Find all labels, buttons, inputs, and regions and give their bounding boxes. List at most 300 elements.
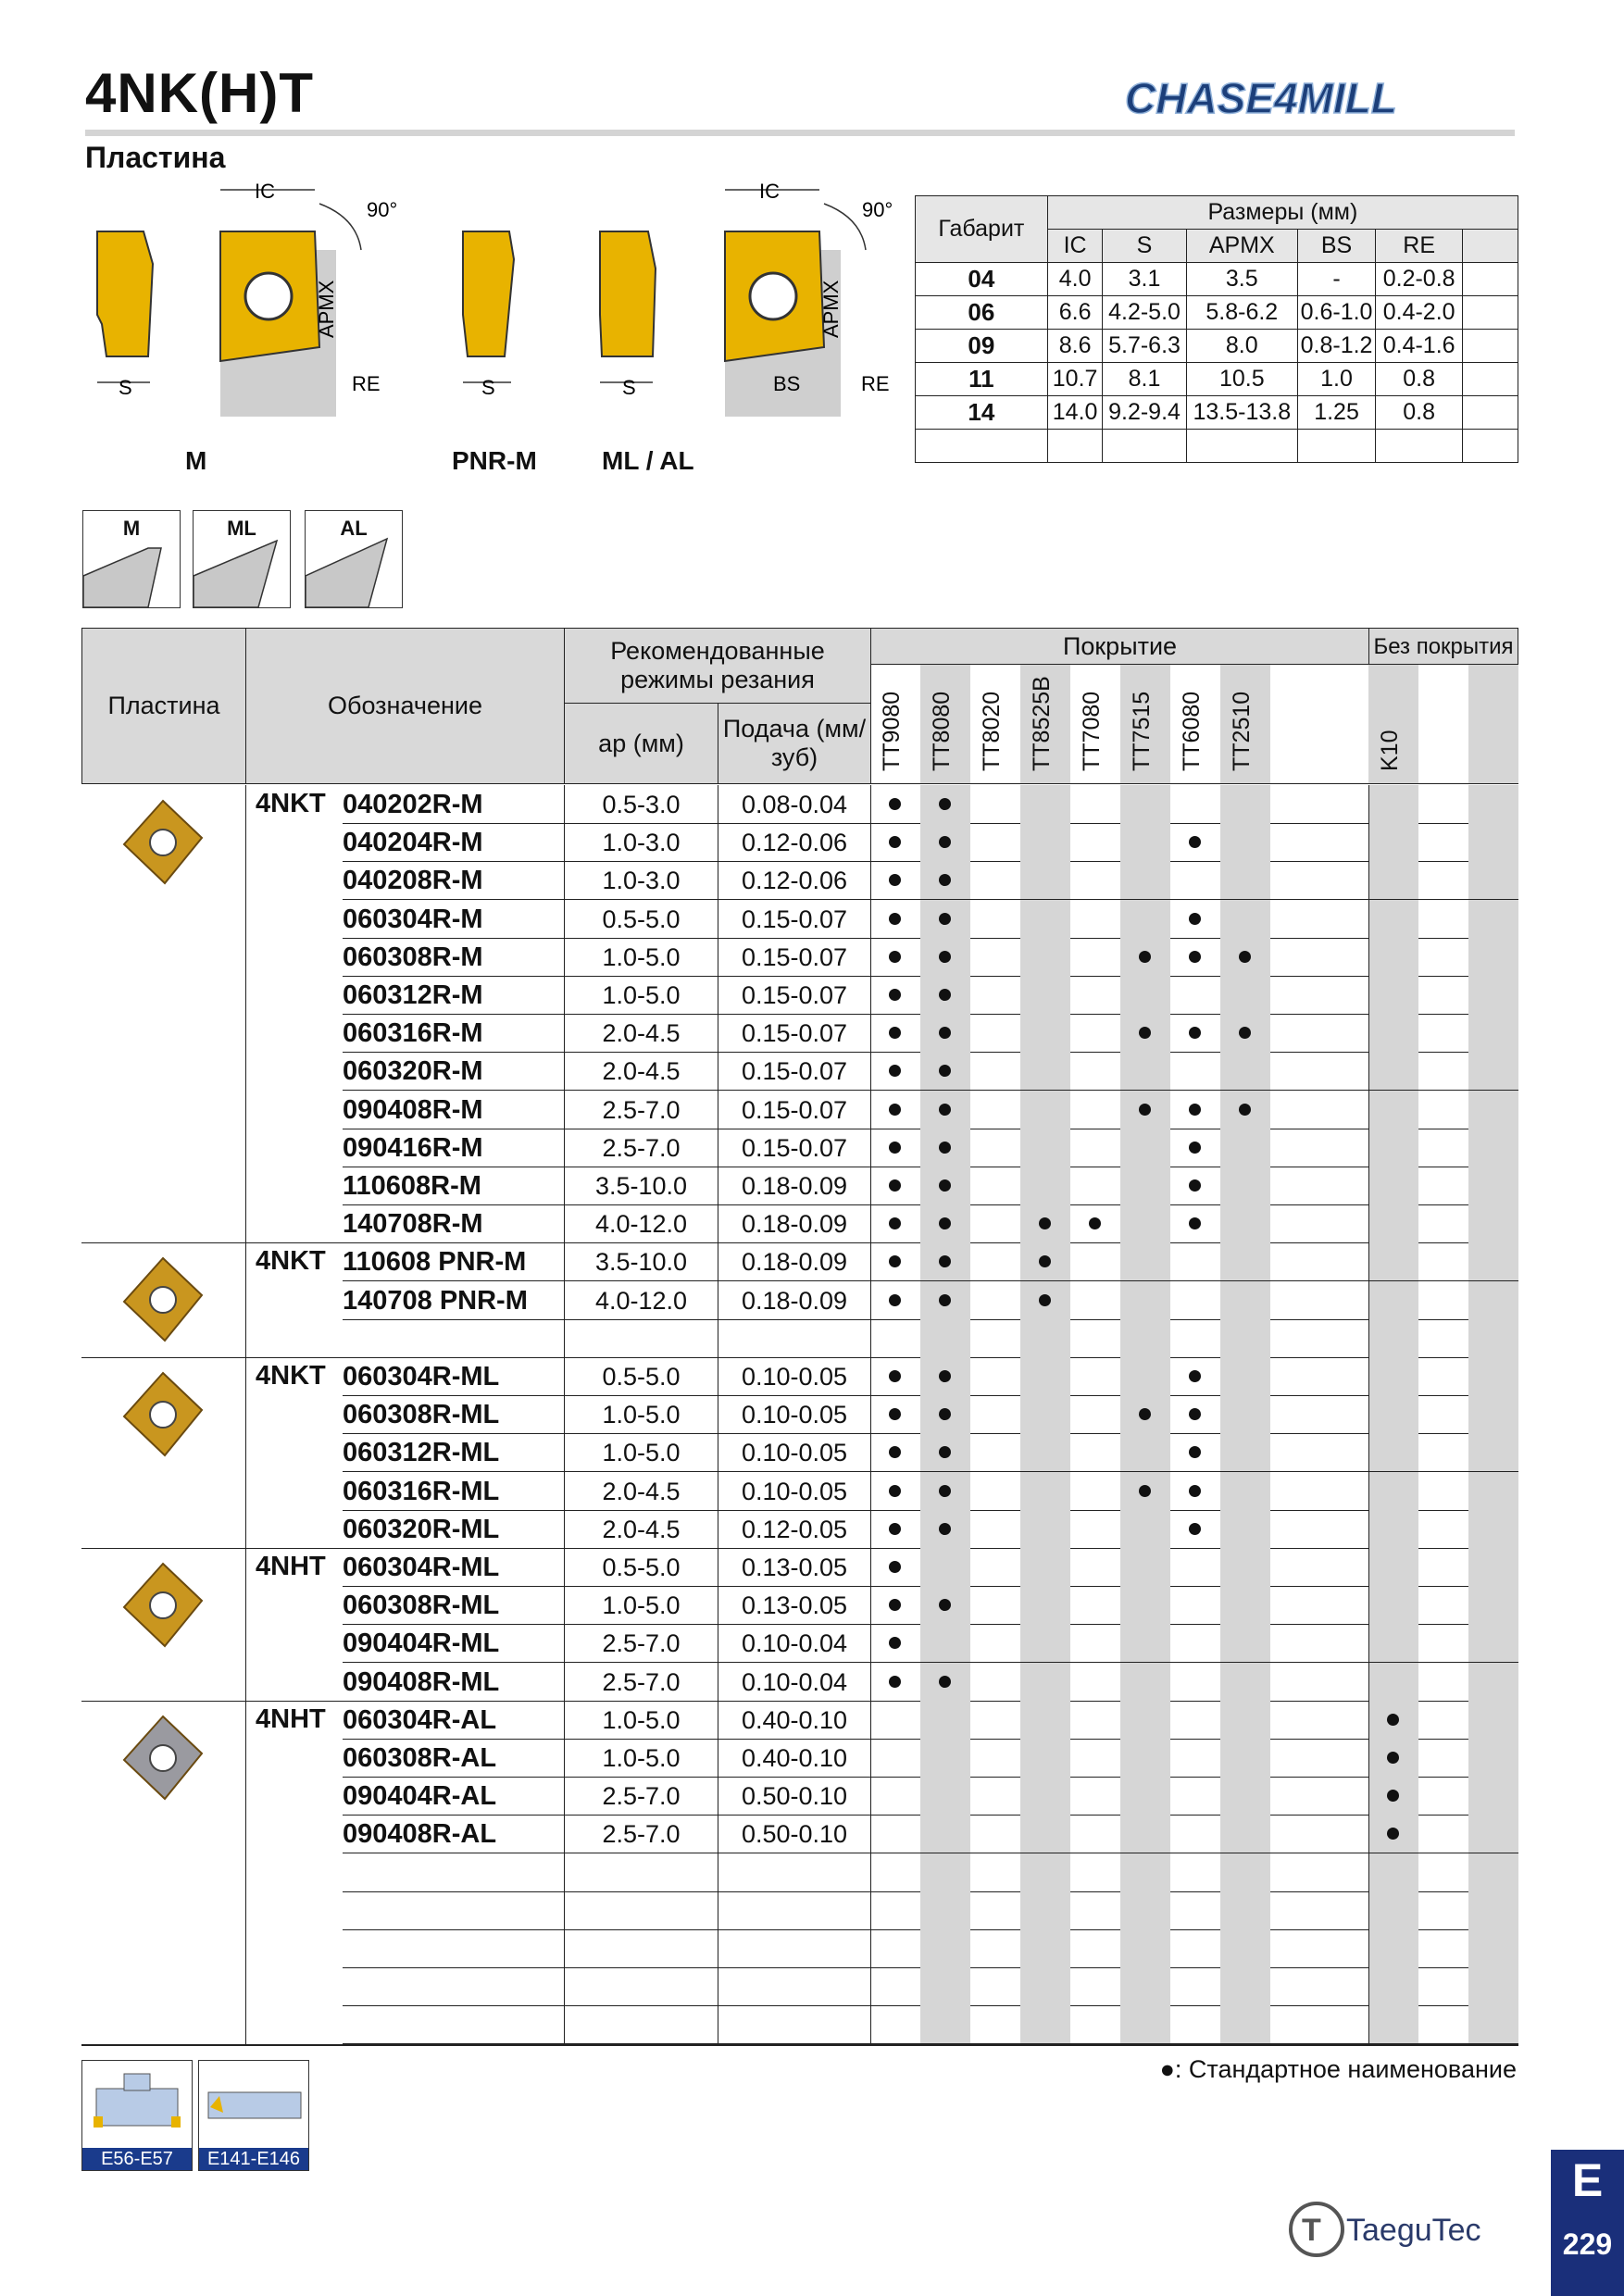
- designation: 060304R-AL: [343, 1704, 497, 1735]
- dims-col-apmx: APMX: [1186, 230, 1297, 263]
- designation: 060308R-AL: [343, 1743, 497, 1773]
- designation: 040204R-M: [343, 828, 483, 858]
- dims-value: 0.2-0.8: [1376, 263, 1463, 296]
- dims-value: 0.4-2.0: [1376, 296, 1463, 330]
- grade-stripe: [920, 1891, 970, 1929]
- table-row: [81, 1204, 1518, 1242]
- grade-stripe: [1020, 938, 1070, 976]
- grade-stripe: [1120, 1967, 1170, 2005]
- series-prefix: 4NKT: [256, 1246, 326, 1277]
- dims-row: [916, 263, 1518, 296]
- grade-stripe: [1368, 1624, 1418, 1662]
- availability-dot: [1189, 1179, 1201, 1192]
- feed-value: [718, 2005, 871, 2043]
- grade-stripe: [1220, 1204, 1270, 1242]
- table-row: [81, 900, 1518, 938]
- availability-dot: [889, 836, 901, 848]
- ap-value: 4.0-12.0: [594, 1210, 688, 1239]
- grade-stripe: [1468, 900, 1518, 938]
- grade-stripe: [1020, 1510, 1070, 1548]
- table-row: [81, 1091, 1518, 1129]
- table-row: [81, 1319, 1518, 1357]
- dims-size: 06: [916, 296, 1048, 330]
- feed-value: 0.15-0.07: [741, 1133, 848, 1162]
- grade-label: K10: [1377, 730, 1403, 771]
- grade-stripe: [1120, 1777, 1170, 1815]
- grade-stripe: [1220, 1853, 1270, 1891]
- grade-stripe: [1468, 2005, 1518, 2043]
- availability-dot: [1139, 951, 1151, 963]
- availability-dot: [889, 1485, 901, 1497]
- grade-stripe: [1120, 1853, 1170, 1891]
- dims-row: [916, 363, 1518, 396]
- grade-stripe: [1220, 1548, 1270, 1586]
- grade-stripe: [1468, 1815, 1518, 1853]
- ref-box-1[interactable]: [81, 2060, 193, 2171]
- feed-value: 0.50-0.10: [741, 1820, 848, 1849]
- dim-angle-2: 90°: [862, 198, 893, 221]
- grade-stripe: [1120, 1586, 1170, 1624]
- feed-value: 0.10-0.05: [741, 1477, 848, 1505]
- dims-row-empty: [916, 430, 1518, 463]
- ap-value: 2.0-4.5: [602, 1019, 681, 1048]
- availability-dot: [1189, 1485, 1201, 1497]
- grade-stripe: [1120, 1129, 1170, 1167]
- column-divider: [564, 785, 565, 2044]
- dim-s-3: S: [622, 376, 636, 399]
- grade-stripe: [1368, 1242, 1418, 1280]
- ap-value: [564, 1929, 718, 1967]
- grade-stripe: [920, 1701, 970, 1739]
- grade-label: TT9080: [879, 691, 905, 771]
- grade-label: TT2510: [1229, 691, 1255, 771]
- designation: 060308R-ML: [343, 1400, 500, 1430]
- grade-stripe: [1468, 1204, 1518, 1242]
- dim-apmx-2: APMX: [819, 280, 843, 338]
- grade-stripe: [1020, 1929, 1070, 1967]
- grade-stripe: [1368, 1853, 1418, 1891]
- grade-stripe: [1020, 1472, 1070, 1510]
- grade-stripe: [1468, 1777, 1518, 1815]
- grade-stripe: [1220, 1701, 1270, 1739]
- ap-value: 2.5-7.0: [602, 1782, 681, 1811]
- brand-text: CHASE4MILL: [1125, 74, 1397, 122]
- grade-stripe: [1468, 1395, 1518, 1433]
- availability-dot: [1387, 1714, 1399, 1726]
- feed-value: [718, 1967, 871, 2005]
- designation: 090404R-AL: [343, 1781, 497, 1812]
- page-title: 4NK(H)T: [85, 62, 314, 124]
- dims-size: 11: [916, 363, 1048, 396]
- dims-value: 10.5: [1186, 363, 1297, 396]
- grade-stripe: [1220, 2005, 1270, 2043]
- grade-stripe: [1468, 1624, 1518, 1662]
- grade-label: TT7080: [1079, 691, 1105, 771]
- feed-value: 0.15-0.07: [741, 1019, 848, 1048]
- grade-stripe: [1220, 861, 1270, 899]
- designation: 040208R-M: [343, 866, 483, 896]
- dims-col-bs: BS: [1298, 230, 1376, 263]
- dims-blank: [1463, 296, 1518, 330]
- grade-stripe: [1220, 1929, 1270, 1967]
- feed-value: 0.50-0.10: [741, 1782, 848, 1811]
- svg-text:T: T: [1302, 2213, 1321, 2248]
- drawing-label-m: M: [185, 446, 207, 475]
- table-row: [81, 1129, 1518, 1167]
- availability-dot: [1189, 1217, 1201, 1229]
- grade-stripe: [1220, 1624, 1270, 1662]
- grade-stripe: [1020, 823, 1070, 861]
- grade-stripe: [1368, 1091, 1418, 1129]
- ref-label-1: E56-E57: [82, 2148, 192, 2170]
- header-ap: ap (мм): [564, 703, 718, 784]
- grade-stripe: [1020, 861, 1070, 899]
- grade-stripe: [1368, 938, 1418, 976]
- grade-stripe: [1020, 1167, 1070, 1204]
- availability-dot: [889, 874, 901, 886]
- dims-col-blank: [1463, 230, 1518, 263]
- availability-dot: [1189, 913, 1201, 925]
- feed-value: 0.18-0.09: [741, 1248, 848, 1277]
- page-number: 229: [1562, 2227, 1613, 2261]
- designation: 060312R-M: [343, 980, 483, 1010]
- grade-stripe: [920, 1967, 970, 2005]
- grade-stripe: [1020, 1891, 1070, 1929]
- dims-value: 6.6: [1047, 296, 1103, 330]
- availability-dot: [889, 1676, 901, 1688]
- feed-value: 0.13-0.05: [741, 1554, 848, 1581]
- grade-stripe: [1220, 1739, 1270, 1777]
- grade-stripe: [1368, 1319, 1418, 1357]
- dims-value: 0.8-1.2: [1298, 330, 1376, 363]
- feed-value: [718, 1319, 871, 1357]
- grade-stripe: [1020, 1052, 1070, 1090]
- grade-stripe: [1468, 823, 1518, 861]
- dims-blank: [1463, 263, 1518, 296]
- grade-stripe: [1468, 1167, 1518, 1204]
- grade-stripe: [1368, 1663, 1418, 1701]
- availability-dot: [889, 951, 901, 963]
- grade-stripe: [1468, 1129, 1518, 1167]
- grade-stripe: [1220, 823, 1270, 861]
- grade-stripe: [1120, 861, 1170, 899]
- grade-stripe: [1120, 1548, 1170, 1586]
- feed-value: 0.12-0.06: [741, 829, 848, 857]
- table-row: [81, 1815, 1518, 1853]
- grade-stripe: [1220, 1777, 1270, 1815]
- feed-value: 0.15-0.07: [741, 942, 848, 971]
- dims-value: 13.5-13.8: [1186, 396, 1297, 430]
- ap-value: 2.5-7.0: [602, 1095, 681, 1124]
- table-row: [81, 1433, 1518, 1471]
- grade-stripe: [1220, 1052, 1270, 1090]
- availability-dot: [889, 1446, 901, 1458]
- grade-stripe: [1120, 2005, 1170, 2043]
- chipbreaker-ml: [193, 510, 291, 608]
- availability-dot: [889, 1637, 901, 1649]
- grade-stripe: [1368, 1472, 1418, 1510]
- availability-dot: [1189, 1027, 1201, 1039]
- table-row: [81, 976, 1518, 1014]
- grade-stripe: [1220, 1586, 1270, 1624]
- grade-stripe: [1468, 1967, 1518, 2005]
- designation: 040202R-M: [343, 790, 483, 819]
- dim-bs: BS: [773, 372, 801, 395]
- availability-dot: [889, 913, 901, 925]
- availability-dot: [939, 1179, 951, 1192]
- grade-stripe: [1220, 1967, 1270, 2005]
- availability-dot: [939, 1294, 951, 1306]
- feed-value: 0.15-0.07: [741, 1057, 848, 1086]
- feed-value: [718, 1891, 871, 1929]
- table-row: [81, 1739, 1518, 1777]
- column-divider: [1368, 785, 1369, 2044]
- grade-stripe: [1120, 1663, 1170, 1701]
- grade-stripe: [1020, 1739, 1070, 1777]
- grade-stripe: [1368, 1129, 1418, 1167]
- table-row: [81, 1395, 1518, 1433]
- feed-value: 0.40-0.10: [741, 1705, 848, 1734]
- dims-blank: [1186, 430, 1297, 463]
- grade-stripe: [1468, 1014, 1518, 1052]
- header-uncoated: Без покрытия: [1368, 628, 1518, 665]
- availability-dot: [1189, 836, 1201, 848]
- dims-col-ic: IC: [1047, 230, 1103, 263]
- designation: 060320R-M: [343, 1056, 483, 1087]
- insert-drawings: [83, 176, 907, 481]
- ap-value: 1.0-5.0: [602, 981, 681, 1009]
- grade-stripe: [1220, 1815, 1270, 1853]
- ap-value: 1.0-3.0: [602, 829, 681, 857]
- ref-box-2[interactable]: [198, 2060, 309, 2171]
- table-row: [81, 1663, 1518, 1701]
- grade-stripe: [1468, 665, 1518, 783]
- ap-value: [564, 1891, 718, 1929]
- dims-value: 0.8: [1376, 396, 1463, 430]
- insert-photo-icon: [117, 1368, 209, 1461]
- page-subtitle: Пластина: [85, 141, 226, 174]
- dim-s-2: S: [481, 376, 495, 399]
- availability-dot: [1189, 1408, 1201, 1420]
- ap-value: 1.0-5.0: [602, 1705, 681, 1734]
- ap-value: [564, 1319, 718, 1357]
- ap-value: 2.5-7.0: [602, 1667, 681, 1696]
- availability-dot: [889, 1217, 901, 1229]
- grade-stripe: [1468, 1472, 1518, 1510]
- grade-stripe: [1220, 1129, 1270, 1167]
- availability-dot: [939, 1676, 951, 1688]
- ap-value: [564, 2005, 718, 2043]
- grade-stripe: [1120, 1357, 1170, 1395]
- legend-standard: ●: Стандартное наименование: [1159, 2055, 1517, 2083]
- availability-dot: [939, 1523, 951, 1535]
- table-row: [81, 1052, 1518, 1090]
- ap-value: 1.0-5.0: [602, 942, 681, 971]
- dims-group-header: Размеры (мм): [1047, 196, 1518, 230]
- insert-photo-icon: [117, 1254, 209, 1346]
- availability-dot: [1189, 1370, 1201, 1382]
- grade-stripe: [1120, 1701, 1170, 1739]
- grade-stripe: [1120, 785, 1170, 823]
- section-tab[interactable]: [1551, 2150, 1624, 2296]
- dims-size: 14: [916, 396, 1048, 430]
- availability-dot: [889, 989, 901, 1001]
- table-row: [81, 861, 1518, 899]
- availability-dot: [889, 1027, 901, 1039]
- ap-value: 1.0-3.0: [602, 867, 681, 895]
- grade-stripe: [1368, 823, 1418, 861]
- grade-stripe: [1120, 823, 1170, 861]
- feed-value: 0.08-0.04: [741, 791, 848, 818]
- availability-dot: [1239, 951, 1251, 963]
- grade-stripe: [1468, 1357, 1518, 1395]
- grade-stripe: [920, 2005, 970, 2043]
- dims-value: 4.2-5.0: [1103, 296, 1186, 330]
- grade-stripe: [1020, 1701, 1070, 1739]
- ap-value: 0.5-5.0: [602, 1554, 681, 1581]
- grade-stripe: [1368, 1014, 1418, 1052]
- availability-dot: [939, 798, 951, 810]
- dims-row: [916, 296, 1518, 330]
- dim-re-2: RE: [861, 372, 890, 395]
- main-table-header: [81, 628, 1518, 784]
- designation: 090416R-M: [343, 1132, 483, 1163]
- availability-dot: [1387, 1752, 1399, 1764]
- dims-blank: [1463, 430, 1518, 463]
- grade-stripe: [1020, 1129, 1070, 1167]
- column-divider: [245, 785, 246, 2044]
- series-prefix: 4NKT: [256, 789, 326, 818]
- designation: 140708 PNR-M: [343, 1285, 528, 1316]
- grade-stripe: [1020, 1624, 1070, 1662]
- feed-value: 0.10-0.05: [741, 1401, 848, 1429]
- column-divider: [870, 785, 871, 2044]
- grade-stripe: [1220, 785, 1270, 823]
- series-prefix: 4NHT: [256, 1552, 326, 1581]
- availability-dot: [889, 1523, 901, 1535]
- grade-stripe: [1468, 785, 1518, 823]
- ap-value: 0.5-3.0: [602, 791, 681, 818]
- dims-blank: [1047, 430, 1103, 463]
- grade-stripe: [1468, 1052, 1518, 1090]
- grade-stripe: [1020, 1663, 1070, 1701]
- availability-dot: [939, 1142, 951, 1154]
- drawing-label-pnr-m: PNR-M: [452, 446, 537, 475]
- feed-value: 0.18-0.09: [741, 1286, 848, 1315]
- header-feed: Подача (мм/зуб): [718, 703, 871, 784]
- chipbreaker-al: [305, 510, 403, 608]
- table-row: [81, 2005, 1518, 2043]
- dims-col-s: S: [1103, 230, 1186, 263]
- dims-blank: [1463, 396, 1518, 430]
- feed-value: 0.15-0.07: [741, 1095, 848, 1124]
- grade-stripe: [1020, 1357, 1070, 1395]
- grade-stripe: [1120, 1929, 1170, 1967]
- ap-value: 2.5-7.0: [602, 1629, 681, 1658]
- grade-stripe: [1020, 1014, 1070, 1052]
- grade-stripe: [920, 1777, 970, 1815]
- availability-dot: [939, 989, 951, 1001]
- grade-stripe: [1368, 1586, 1418, 1624]
- feed-value: 0.12-0.05: [741, 1515, 848, 1543]
- availability-dot: [939, 1485, 951, 1497]
- grade-stripe: [1120, 976, 1170, 1014]
- feed-value: 0.15-0.07: [741, 905, 848, 933]
- grade-stripe: [1120, 1624, 1170, 1662]
- feed-value: 0.10-0.05: [741, 1439, 848, 1467]
- grade-stripe: [1120, 1510, 1170, 1548]
- grade-stripe: [1020, 1319, 1070, 1357]
- dims-size: 09: [916, 330, 1048, 363]
- feed-value: 0.10-0.05: [741, 1363, 848, 1391]
- dims-blank: [916, 430, 1048, 463]
- dims-size: 04: [916, 263, 1048, 296]
- dims-value: 5.8-6.2: [1186, 296, 1297, 330]
- dims-value: 0.4-1.6: [1376, 330, 1463, 363]
- table-row: [81, 1014, 1518, 1052]
- grade-label: TT8525B: [1029, 676, 1055, 771]
- availability-dot: [889, 1104, 901, 1116]
- grade-stripe: [1468, 1853, 1518, 1891]
- grade-stripe: [1368, 1929, 1418, 1967]
- grade-stripe: [1020, 900, 1070, 938]
- feed-value: 0.18-0.09: [741, 1172, 848, 1200]
- table-row: [81, 1624, 1518, 1662]
- designation: 090408R-M: [343, 1094, 483, 1125]
- grade-stripe: [920, 1929, 970, 1967]
- grade-stripe: [1020, 1548, 1070, 1586]
- grade-stripe: [1368, 1510, 1418, 1548]
- grade-stripe: [1220, 1433, 1270, 1471]
- grade-stripe: [1020, 1815, 1070, 1853]
- grade-stripe: [1368, 1167, 1418, 1204]
- dims-value: 1.0: [1298, 363, 1376, 396]
- ap-value: 0.5-5.0: [602, 905, 681, 933]
- header-designation: Обозначение: [245, 628, 565, 784]
- ap-value: 2.0-4.5: [602, 1515, 681, 1543]
- taegutec-text: TaeguTec: [1346, 2213, 1481, 2248]
- grade-stripe: [1368, 2005, 1418, 2043]
- feed-value: 0.10-0.04: [741, 1667, 848, 1696]
- availability-dot: [1089, 1217, 1101, 1229]
- dim-apmx-1: APMX: [315, 280, 338, 338]
- ap-value: 2.0-4.5: [602, 1057, 681, 1086]
- grade-stripe: [1468, 861, 1518, 899]
- grade-stripe: [1120, 1891, 1170, 1929]
- dims-value: 0.8: [1376, 363, 1463, 396]
- ap-value: 0.5-5.0: [602, 1363, 681, 1391]
- grade-stripe: [1120, 1433, 1170, 1471]
- dims-value: 8.0: [1186, 330, 1297, 363]
- designation: 060304R-M: [343, 904, 483, 934]
- designation: 060304R-ML: [343, 1553, 500, 1582]
- grade-stripe: [1220, 1472, 1270, 1510]
- table-row: [81, 1586, 1518, 1624]
- grade-stripe: [1468, 1586, 1518, 1624]
- grade-stripe: [1468, 1319, 1518, 1357]
- insert-photo-icon: [117, 1559, 209, 1652]
- availability-dot: [1189, 951, 1201, 963]
- feed-value: [718, 1929, 871, 1967]
- grade-stripe: [1468, 1281, 1518, 1319]
- grade-stripe: [1368, 1967, 1418, 2005]
- ap-value: 1.0-5.0: [602, 1439, 681, 1467]
- dims-row: [916, 330, 1518, 363]
- grade-stripe: [1220, 1357, 1270, 1395]
- grade-stripe: [1120, 1242, 1170, 1280]
- dims-value: 0.6-1.0: [1298, 296, 1376, 330]
- insert-photo-icon: [117, 796, 209, 889]
